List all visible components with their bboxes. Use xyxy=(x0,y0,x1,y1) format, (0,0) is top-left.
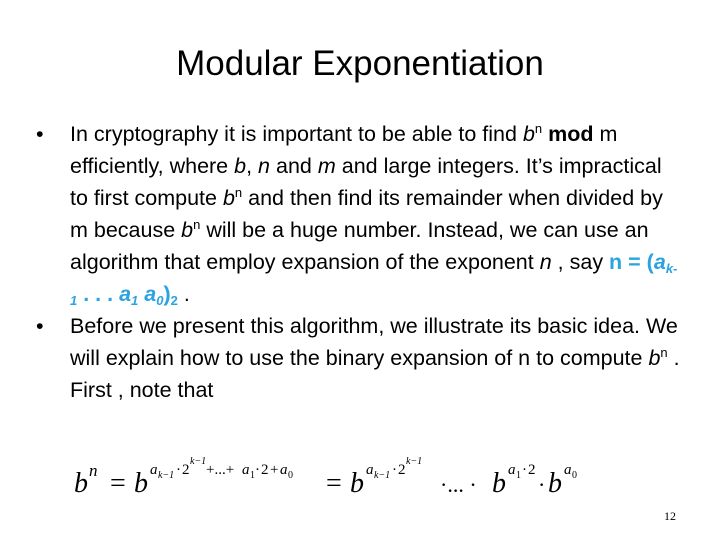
coef-a: a xyxy=(119,282,132,306)
var-b: b xyxy=(648,346,661,370)
formula-a: a xyxy=(242,462,250,478)
formula-a: a xyxy=(564,462,572,478)
formula-two: 2 xyxy=(528,462,536,478)
formula-n: n xyxy=(89,461,98,480)
exponent-formula xyxy=(72,452,592,502)
page-number: 12 xyxy=(664,509,676,523)
formula-b: b xyxy=(548,468,562,499)
text: Before we present this algorithm, we illustrate its basic idea. We will explain how to use the binary expansion of n to compute xyxy=(70,314,678,370)
sub-k-minus-1: k-1 xyxy=(70,261,678,308)
text: . xyxy=(177,282,190,306)
formula-dot: · xyxy=(522,462,527,478)
formula-a: a xyxy=(508,462,516,478)
formula-b: b xyxy=(492,468,506,499)
formula-b: b xyxy=(134,468,148,499)
var-b: b xyxy=(522,122,535,146)
formula-plus-dots: +...+ xyxy=(206,462,235,478)
formula-two: 2 xyxy=(398,462,406,478)
text: and xyxy=(270,154,318,178)
expansion-prefix: n = ( xyxy=(609,250,654,274)
close-paren: ) xyxy=(163,282,171,306)
formula-exp-k-1: k−1 xyxy=(406,456,423,467)
bullet-item-1 xyxy=(30,118,680,310)
text: , say xyxy=(551,250,610,274)
var-n: n xyxy=(258,154,271,178)
var-b: b xyxy=(234,154,247,178)
var-m: m xyxy=(317,154,336,178)
formula-exp-k-1: k−1 xyxy=(190,456,207,467)
bullet-list xyxy=(30,118,680,406)
coef-a: a xyxy=(653,250,666,274)
coef-a: a xyxy=(144,282,157,306)
bullet-icon: • xyxy=(36,122,44,146)
slide-title: Modular Exponentiation xyxy=(176,44,544,83)
sub-2: 2 xyxy=(170,293,178,308)
mod-keyword: mod xyxy=(542,122,594,146)
formula-sub-k-1: k−1 xyxy=(374,470,391,481)
bullet-item-2 xyxy=(30,310,680,406)
var-n: n xyxy=(539,250,552,274)
formula-sub-1: 1 xyxy=(516,470,521,481)
formula-equals: = xyxy=(326,468,342,499)
formula-sub-0: 0 xyxy=(572,470,577,481)
sup-n: n xyxy=(534,121,543,136)
text: and then find its remainder when divided by m because xyxy=(70,186,663,242)
formula-plus: + xyxy=(270,462,279,478)
formula-a: a xyxy=(366,462,374,478)
sup-n: n xyxy=(660,345,668,360)
formula-two: 2 xyxy=(261,462,269,478)
text: In cryptography it is important to be able to find xyxy=(70,122,523,146)
text: m efficiently, where xyxy=(70,122,618,178)
formula-sub-1: 1 xyxy=(250,470,255,481)
formula-b: b xyxy=(74,468,88,499)
formula-a: a xyxy=(280,462,288,478)
var-b: b xyxy=(222,186,235,210)
formula-middots: ·... · xyxy=(440,472,477,497)
formula-dot: · xyxy=(538,472,546,497)
formula-b: b xyxy=(350,468,364,499)
bullet-icon: • xyxy=(36,314,44,338)
formula-two: 2 xyxy=(182,462,190,478)
formula-equals: = xyxy=(110,468,126,499)
sup-n: n xyxy=(234,185,243,200)
formula-sub-0: 0 xyxy=(288,470,293,481)
text: will be a huge number. Instead, we can use an algorithm that employ expansion of the exponent xyxy=(70,218,649,274)
text: and large integers. It’s impractical to first compute xyxy=(70,154,662,210)
formula-a: a xyxy=(150,462,158,478)
text: . First , note that xyxy=(70,346,680,402)
formula-dot: · xyxy=(255,462,260,478)
formula-dot: · xyxy=(392,462,397,478)
ellipsis: . . . xyxy=(77,282,120,306)
text: , xyxy=(246,154,259,178)
sub-1: 1 xyxy=(131,293,139,308)
formula-dot: · xyxy=(176,462,181,478)
sub-0: 0 xyxy=(156,293,164,308)
var-b: b xyxy=(181,218,194,242)
formula-sub-k-1: k−1 xyxy=(158,470,175,481)
sup-n: n xyxy=(193,217,201,232)
